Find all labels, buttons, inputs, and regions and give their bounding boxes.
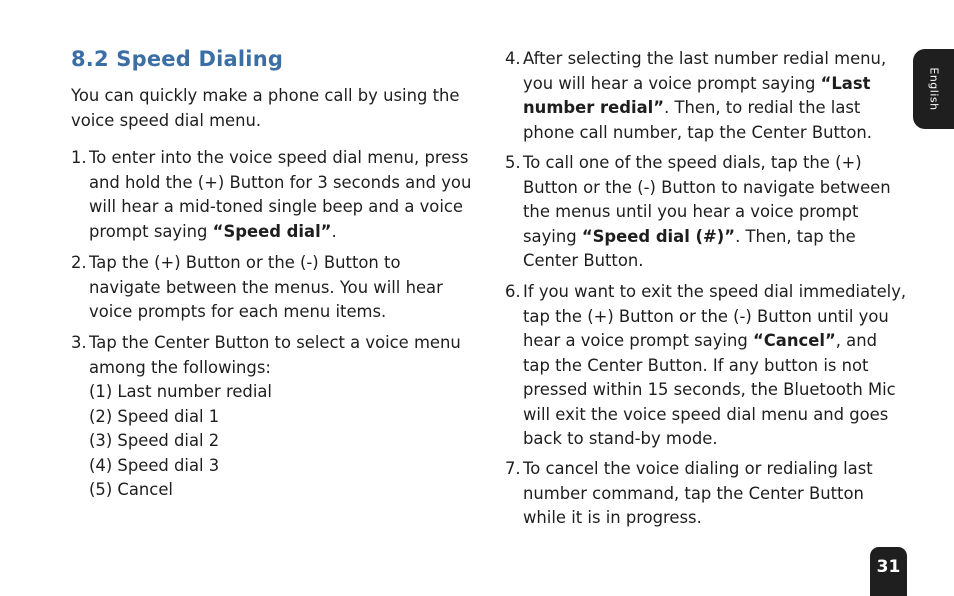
list-item-7 [505,457,907,531]
list-item-1 [71,146,475,244]
item-text-end: . [331,221,337,241]
section-heading: 8.2 Speed Dialing [71,47,284,71]
item-bold-text: “Cancel” [752,331,836,350]
option-cancel: (5) Cancel [89,480,173,499]
item-text-end: , and tap the Center Button. If any button is not pressed within 15 seconds, the Bluetooth Mic will exit the voice speed dial menu and goes back to stand-by mode. [523,331,896,448]
item-text: Tap the Center Button to select a voice menu among the followings: [89,333,461,377]
item-number: 5. [505,153,521,172]
item-number: 1. [71,148,87,167]
list-item-2 [71,251,475,325]
item-number: 3. [71,333,87,352]
option-speed-dial-2: (3) Speed dial 2 [89,431,220,450]
option-speed-dial-1: (2) Speed dial 1 [89,406,220,426]
item-text: To call one of the speed dials, tap the (+) Button or the (-) Button to navigate between the menus until you hear a voice prompt saying [523,153,891,246]
list-item-6 [505,280,907,452]
list-item-3 [71,331,475,503]
item-text: Tap the (+) Button or the (-) Button to navigate between the menus. You will hear voice prompts for each menu items. [89,253,443,321]
language-tab-label: English [927,67,940,111]
item-text-end: . Then, tap the Center Button. [523,226,856,270]
item-number: 4. [505,49,521,68]
item-text: To cancel the voice dialing or redialing last number command, tap the Center Button while it is in progress. [523,459,873,527]
intro-paragraph: You can quickly make a phone call by using the voice speed dial menu. [71,86,460,130]
language-tab [913,49,954,129]
list-item-5 [505,151,907,274]
item-text-end: . Then, to redial the last phone call number, tap the Center Button. [523,98,872,142]
item-text: If you want to exit the speed dial immediately, tap the (+) Button or the (-) Button until you hear a voice prompt saying [523,282,907,350]
item-bold-text: “Last number redial” [523,73,871,117]
item-number: 6. [505,282,521,301]
option-last-number-redial: (1) Last number redial [89,382,272,401]
item-bold-text: “Speed dial (#)” [581,226,736,246]
item-number: 7. [505,459,521,478]
item-number: 2. [71,253,87,272]
item-text: After selecting the last number redial menu, you will hear a voice prompt saying [523,49,887,93]
item-text: To enter into the voice speed dial menu, press and hold the (+) Button for 3 seconds and you will hear a mid-toned single beep and a voice prompt saying [89,148,472,241]
page-number: 31 [870,547,907,596]
item-bold-text: “Speed dial” [212,221,332,241]
option-speed-dial-3: (4) Speed dial 3 [89,455,220,475]
list-item-4 [505,47,907,145]
